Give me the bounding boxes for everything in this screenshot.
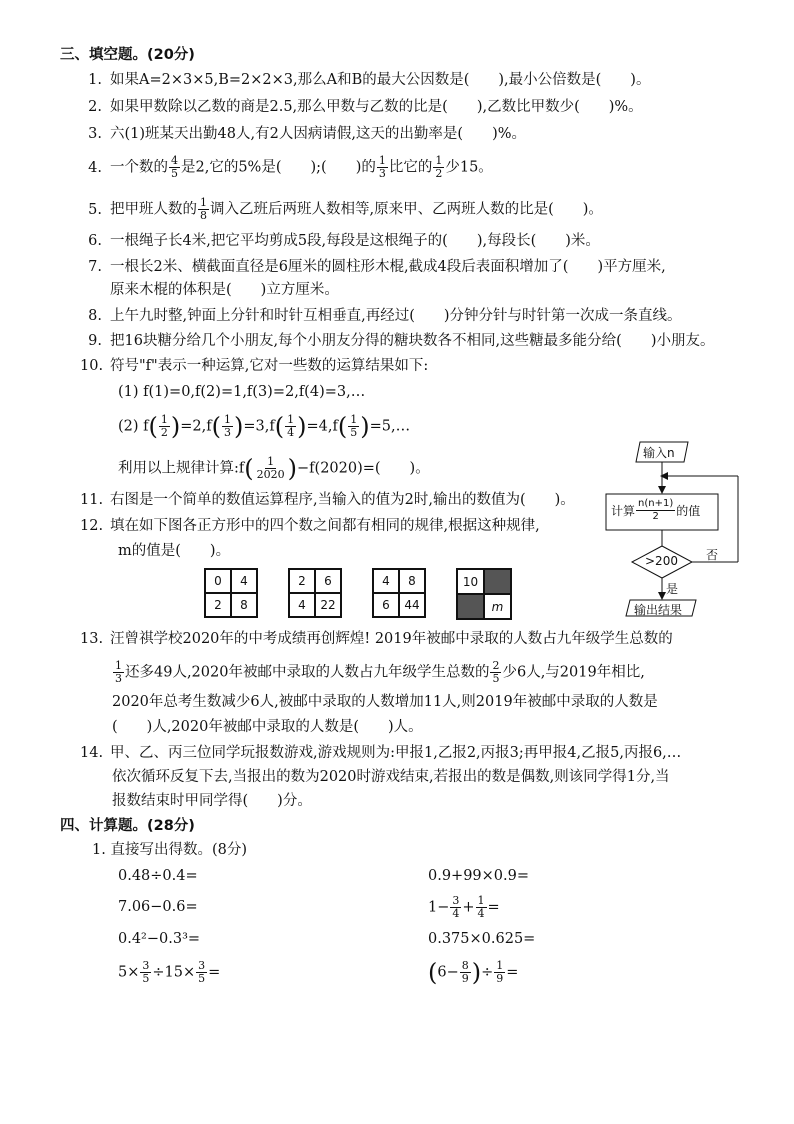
- question-9: 9. 把16块糖分给几个小朋友,每个小朋友分得的糖块数各不相同,这些糖最多能分给( )小朋友。: [88, 333, 715, 349]
- question-10-line-1: (1) f(1)=0,f(2)=1,f(3)=2,f(4)=3,…: [118, 384, 366, 400]
- question-14-line-2: 依次循环反复下去,当报出的数为2020时游戏结束,若报出的数是偶数,则该同学得1分,当: [112, 769, 670, 785]
- question-12-line-1: 12. 填在如下图各正方形中的四个数之间都有相同的规律,根据这种规律,: [80, 518, 540, 534]
- question-13-line-1: 13. 汪曾祺学校2020年的中考成绩再创辉煌! 2019年被邮中录取的人数占九年级学生总数的: [80, 631, 673, 647]
- question-8: 8. 上午九时整,钟面上分针和时针互相垂直,再经过( )分钟分针与时针第一次成一条直线。: [88, 308, 682, 324]
- flowchart-output: 输出结果: [634, 603, 683, 617]
- flowchart-condition: >200: [645, 554, 678, 568]
- flowchart-yes-label: 是: [666, 582, 679, 596]
- question-10-intro: 10. 符号"f"表示一种运算,它对一些数的运算结果如下:: [80, 358, 429, 374]
- calc-item-6: 0.375×0.625=: [428, 931, 536, 947]
- fraction: $\frac{1}{3}$: [378, 154, 386, 180]
- number-grid-4: 10 m: [456, 568, 512, 620]
- question-13-line-4: ( )人,2020年被邮中录取的人数是( )人。: [112, 719, 423, 735]
- number-grid-3: 4 8 6 44: [372, 568, 426, 618]
- calc-item-5: 0.4²−0.3³=: [118, 931, 201, 947]
- question-12-line-2: m的值是( )。: [118, 543, 231, 559]
- question-7-line-2: 原来木棍的体积是( )立方厘米。: [110, 282, 339, 298]
- question-13-line-2: $\frac{1}{3}$ 还多49人,2020年被邮中录取的人数占九年级学生总数的 $\frac{2}{5}$ 少6人,与2019年相比,: [115, 659, 645, 685]
- fraction: $\frac{1}{2}$: [435, 154, 443, 180]
- question-14-line-3: 报数结束时甲同学得( )分。: [112, 793, 312, 809]
- question-1: 1. 如果A=2×3×5,B=2×2×3,那么A和B的最大公因数是( ),最小公倍数是( )。: [88, 72, 651, 88]
- section-3-title: 三、填空题。(20分): [60, 47, 195, 63]
- question-11: 11. 右图是一个简单的数值运算程序,当输入的值为2时,输出的数值为( )。: [80, 492, 575, 508]
- calc-item-1: 0.48÷0.4=: [118, 868, 198, 884]
- calc-question-1-title: 1. 直接写出得数。(8分): [92, 842, 247, 858]
- calc-item-2: 0.9+99×0.9=: [428, 868, 530, 884]
- question-5: 5. 把甲班人数的 $\frac{1}{8}$ 调入乙班后两班人数相等,原来甲、乙两班人数的比是( )。: [88, 196, 603, 222]
- question-13-line-3: 2020年总考生数减少6人,被邮中录取的人数增加11人,则2019年被邮中录取的人数是: [112, 694, 658, 710]
- question-3: 3. 六(1)班某天出勤48人,有2人因病请假,这天的出勤率是( )%。: [88, 126, 527, 142]
- calc-item-4: 1− $\frac{3}{4}$ + $\frac{1}{4}$ =: [428, 894, 500, 920]
- calc-item-3: 7.06−0.6=: [118, 899, 198, 915]
- flowchart-no-label: 否: [706, 548, 719, 562]
- question-14-line-1: 14. 甲、乙、丙三位同学玩报数游戏,游戏规则为:甲报1,乙报2,丙报3;再甲报4,乙报5,丙报6,…: [80, 745, 682, 761]
- question-2: 2. 如果甲数除以乙数的商是2.5,那么甲数与乙数的比是( ),乙数比甲数少( )%。: [88, 99, 643, 115]
- flowchart-calc: 计算 $\frac{n(n+1)}{2}$ 的值: [611, 498, 701, 522]
- calc-item-8: (6− $\frac{8}{9}$ )÷ $\frac{1}{9}$ =: [428, 958, 519, 987]
- number-grid-2: 2 6 4 22: [288, 568, 342, 618]
- question-4: 4. 一个数的 $\frac{4}{5}$ 是2,它的5%是( );( )的 $\frac{1}{3}$ 比它的 $\frac{1}{2}$ 少15。: [88, 154, 493, 180]
- flowchart-input: 输入n: [643, 446, 675, 460]
- section-4-title: 四、计算题。(28分): [60, 818, 195, 834]
- number-grid-1: 0 4 2 8: [204, 568, 258, 618]
- question-6: 6. 一根绳子长4米,把它平均剪成5段,每段是这根绳子的( ),每段长( )米。: [88, 233, 600, 249]
- question-7-line-1: 7. 一根长2米、横截面直径是6厘米的圆柱形木棍,截成4段后表面积增加了( )平方厘米,: [88, 259, 666, 275]
- fraction: $\frac{4}{5}$: [171, 154, 178, 180]
- calc-item-7: 5× $\frac{3}{5}$ ÷15× $\frac{3}{5}$ =: [118, 959, 221, 985]
- fraction: $\frac{1}{8}$: [200, 196, 207, 222]
- question-10-line-3: 利用以上规律计算:f( $\frac{1}{2020}$ )−f(2020)=( )。: [118, 454, 430, 483]
- question-10-line-2: (2) f( $\frac{1}{2}$ )=2,f( $\frac{1}{3}$ )=3,f( $\frac{1}{4}$ )=4,f( $\frac{1}{5}$ )=5,…: [118, 412, 411, 441]
